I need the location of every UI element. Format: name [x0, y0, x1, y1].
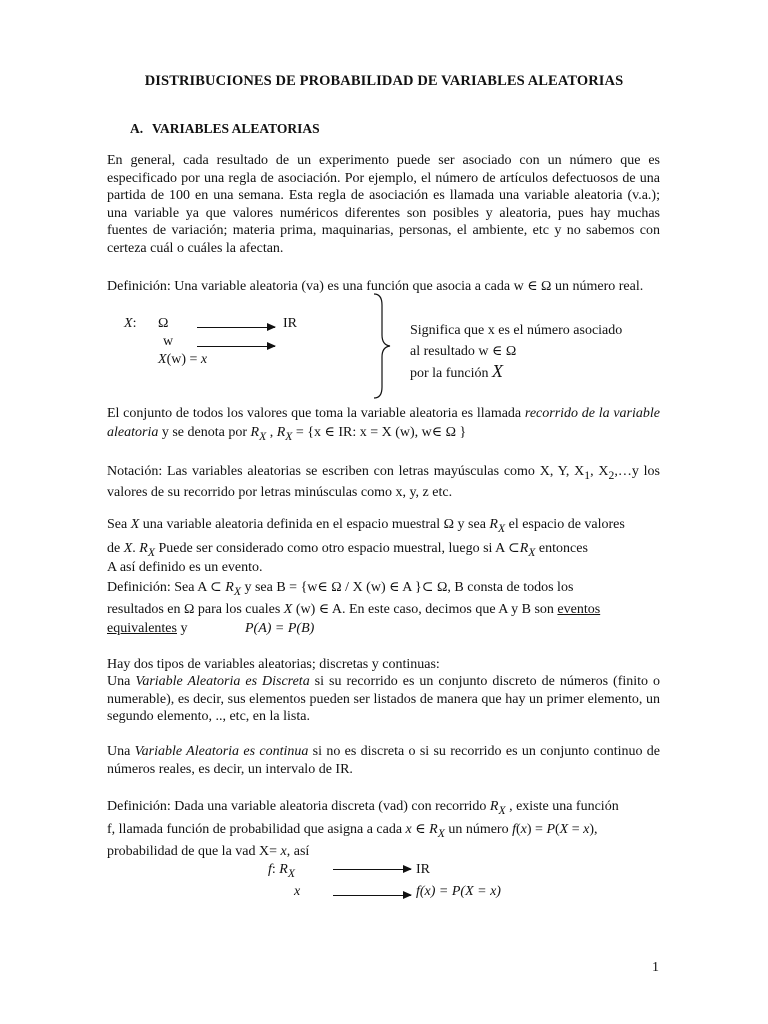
def3-l2-x: x	[405, 822, 412, 837]
notacion-sub2: 2	[608, 468, 615, 482]
seaX-line2	[107, 540, 588, 561]
recorrido-text-2: y se denota por	[158, 425, 251, 440]
def3-line1	[107, 798, 619, 819]
seaX-l1-b: una variable aleatoria definida en el espacio muestral Ω y sea	[139, 517, 490, 532]
def3-l2-d: (	[515, 822, 521, 837]
tipos-intro: Hay dos tipos de variables aleatorias; discretas y continuas:	[107, 657, 440, 672]
section-number: A.	[130, 121, 144, 136]
brace-note-line3-text: por la función	[410, 366, 493, 381]
map-arrow-2	[197, 346, 275, 347]
recorrido-paragraph	[107, 404, 660, 446]
map-IR: IR	[283, 316, 297, 331]
discreta-term: Variable Aleatoria es Discreta	[135, 674, 310, 689]
fmap-formula: f(x) = P(X = x)	[416, 884, 501, 899]
continua-text: si no es discreta o si su recorrido es un conjunto continuo de números reales, es decir, un intervalo de IR.	[107, 744, 661, 777]
fmap-R: R	[279, 862, 288, 877]
map-Xw-symbol: X	[158, 352, 167, 367]
seaX-l2-R2: R	[519, 541, 529, 556]
brace-note-X: X	[492, 361, 504, 381]
seaX-l2-c: Puede ser considerado como otro espacio muestral, luego si A ⊂	[154, 541, 520, 556]
map-arrow-1	[197, 327, 275, 328]
seaX-l2-Rsub: X	[147, 545, 155, 559]
def2-l1-R: R	[225, 580, 234, 595]
seaX-l2-R2sub: X	[528, 545, 536, 559]
fmap-arrow-1	[333, 869, 411, 870]
fmap-Rsub: X	[287, 866, 295, 880]
notacion-text: Notación: Las variables aleatorias se escriben con letras mayúsculas como X, Y, X	[107, 464, 585, 479]
def2-equivalentes: equivalentes	[107, 621, 177, 636]
fmap-IR: IR	[416, 862, 430, 877]
continua-paragraph	[107, 743, 660, 778]
recorrido-comma: ,	[266, 425, 277, 440]
seaX-l1-c: el espacio de valores	[505, 517, 625, 532]
def2-l2-X: X	[283, 602, 293, 617]
intro-paragraph: En general, cada resultado de un experimento puede ser asociado con un número que es especificado por una regla de asociación. Por ejemplo, el número de artículos defectuosos de una partida de 100 en una semana. Esta regla de asociación es llamada una variable aleatoria (v.a.); una variable ya que valores numéricos diferentes son posibles y aleatoria, pues hay muchas fuentes de variación; materia prima, maquinarias, personas, el ambiente, etc y no sabemos con certeza cuál o cuáles la afectan.	[107, 153, 660, 256]
recorrido-R: R	[250, 425, 260, 440]
def3-l2-P: P	[546, 822, 555, 837]
seaX-l2-X: X	[123, 541, 133, 556]
seaX-l2-R: R	[139, 541, 148, 556]
def3-l1-R: R	[489, 799, 499, 814]
brace-note-line2: al resultado w ∈ Ω	[410, 344, 517, 359]
def3-line3	[107, 843, 309, 860]
discreta-text: si su recorrido es un conjunto discreto de números (finito o numerable), es decir, sus elementos pueden ser listados de manera que hay un primer elemento, un segundo elemento, .., etc, en la lista.	[107, 674, 661, 725]
def3-l2-X: X	[559, 822, 569, 837]
def2-eventos: eventos	[557, 602, 601, 617]
recorrido-R2-sub: X	[285, 429, 293, 443]
def3-l2-Rsub: X	[437, 826, 445, 840]
seaX-l1-R: R	[489, 517, 498, 532]
map-omega: Ω	[158, 316, 169, 331]
brace-note-line3	[410, 363, 503, 382]
def3-l2-b: ∈	[411, 822, 430, 837]
right-brace	[370, 293, 394, 399]
def3-l2-i: ),	[589, 822, 598, 837]
def3-l2-x2: x	[520, 822, 527, 837]
section-title: VARIABLES ALEATORIAS	[152, 121, 320, 136]
definition-variable-aleatoria: Definición: Una variable aleatoria (va) es una función que asocia a cada w ∈ Ω un número real.	[107, 279, 644, 294]
def3-l2-h: =	[568, 822, 584, 837]
map-w: w	[163, 334, 174, 349]
fmap-colon: :	[271, 862, 280, 877]
def3-l1-b: , existe una función	[505, 799, 619, 814]
def2-line2	[107, 601, 600, 618]
fmap-label	[268, 861, 295, 882]
map-Xw	[158, 351, 207, 368]
continua-term: Variable Aleatoria es continua	[134, 744, 309, 759]
brace-note-line1: Significa que x es el número asociado	[410, 323, 623, 338]
def2-equation: P(A) = P(B)	[245, 621, 315, 636]
recorrido-text: El conjunto de todos los valores que toma la variable aleatoria es llamada	[107, 406, 525, 421]
def3-l1-Rsub: X	[498, 803, 506, 817]
discreta-paragraph	[107, 673, 660, 726]
def3-l2-f: f	[512, 822, 516, 837]
map-x-symbol: x	[200, 352, 208, 367]
def3-line2	[107, 821, 598, 842]
fmap-x: x	[294, 884, 301, 899]
recorrido-term: recorrido de la variable aleatoria	[107, 406, 661, 440]
def3-l2-x3: x	[583, 822, 590, 837]
map-Xw-rest: (w) =	[166, 352, 201, 367]
map-X-label	[124, 315, 136, 332]
def3-l3-x: x	[280, 844, 287, 859]
def2-l1-Rsub: X	[233, 584, 241, 598]
def3-l2-R: R	[429, 822, 438, 837]
def3-l1-a: Definición: Dada una variable aleatoria discreta (vad) con recorrido	[107, 799, 490, 814]
seaX-l2-b: .	[132, 541, 140, 556]
def2-l2-b: (w) ∈ A. En este caso, decimos que A y B son	[292, 602, 558, 617]
seaX-l1-X: X	[130, 517, 140, 532]
fmap-f: f	[268, 862, 272, 877]
def3-l3-b: , así	[286, 844, 310, 859]
continua-pre: Una	[107, 744, 135, 759]
discreta-pre: Una	[107, 674, 136, 689]
seaX-l2-a: de	[107, 541, 124, 556]
def2-l1-a: Definición: Sea A ⊂	[107, 580, 226, 595]
seaX-line3: A así definido es un evento.	[107, 560, 263, 575]
section-heading	[130, 121, 320, 137]
def3-l3-a: probabilidad de que la vad X=	[107, 844, 281, 859]
def2-line1	[107, 579, 573, 600]
recorrido-definition: = {x ∈ IR: x = X (w), w∈ Ω }	[292, 425, 467, 440]
page-number: 1	[652, 960, 659, 975]
recorrido-R-sub: X	[259, 429, 267, 443]
map-colon: :	[132, 316, 137, 331]
seaX-l1-a: Sea	[107, 517, 131, 532]
notacion-comma: , X	[590, 464, 609, 479]
def3-l2-g: (	[555, 822, 560, 837]
def2-l1-b: y sea B = {w∈ Ω / X (w) ∈ A }⊂ Ω, B consta de todos los	[240, 580, 574, 595]
def3-l2-a: f, llamada función de probabilidad que asigna a cada	[107, 822, 406, 837]
seaX-line1	[107, 516, 625, 537]
notacion-paragraph	[107, 463, 660, 502]
def2-l2-a: resultados en Ω para los cuales	[107, 602, 284, 617]
recorrido-R2: R	[276, 425, 286, 440]
notacion-sub1: 1	[584, 468, 591, 482]
seaX-l1-Rsub: X	[497, 521, 506, 535]
fmap-arrow-2	[333, 895, 411, 896]
def3-l2-c: un número	[444, 822, 513, 837]
map-X-symbol: X	[124, 316, 133, 331]
def2-l3-b: y	[176, 621, 188, 636]
document-title: DISTRIBUCIONES DE PROBABILIDAD DE VARIABLES ALEATORIAS	[144, 73, 624, 89]
def2-line3	[107, 620, 187, 637]
notacion-text-2: ,…y los valores de su recorrido por letras minúsculas como x, y, z etc.	[107, 464, 660, 501]
seaX-l2-d: entonces	[535, 541, 588, 556]
def3-l2-e: ) =	[526, 822, 547, 837]
